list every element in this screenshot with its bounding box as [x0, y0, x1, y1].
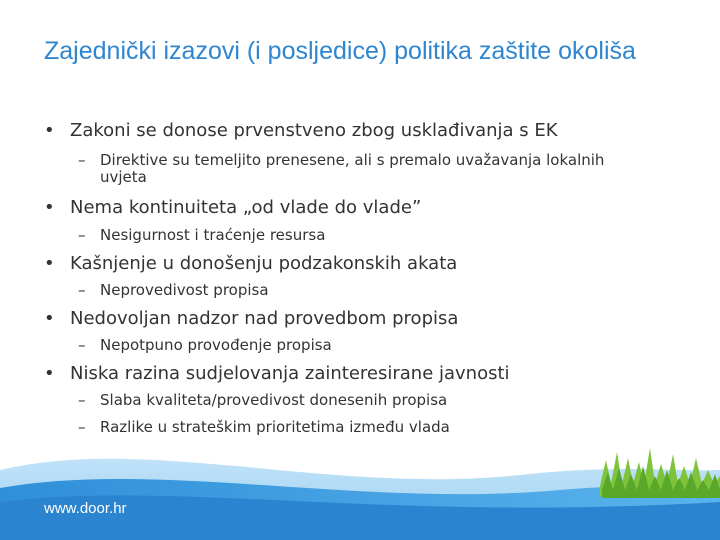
sub-bullet-marker: – [78, 151, 86, 169]
sub-bullet-marker: – [78, 281, 86, 299]
bullet-marker: • [44, 363, 55, 384]
footer-wave [0, 440, 720, 540]
bullet-text: Nema kontinuiteta „od vlade do vlade” [70, 197, 422, 218]
sub-bullet-marker: – [78, 418, 86, 436]
slide-title: Zajednički izazovi (i posljedice) politika zaštite okoliša [44, 37, 636, 65]
sub-bullet-marker: – [78, 391, 86, 409]
sub-bullet-text: Nepotpuno provođenje propisa [100, 336, 332, 354]
sub-bullet-text: Nesigurnost i traćenje resursa [100, 226, 326, 244]
bullet-text: Zakoni se donose prvenstveno zbog usklađivanja s EK [70, 120, 558, 141]
sub-bullet-marker: – [78, 226, 86, 244]
bullet-text: Kašnjenje u donošenju podzakonskih akata [70, 253, 458, 274]
bullet-marker: • [44, 253, 55, 274]
sub-bullet-marker: – [78, 336, 86, 354]
sub-bullet-text: Neprovedivost propisa [100, 281, 269, 299]
bullet-marker: • [44, 197, 55, 218]
bullet-text: Niska razina sudjelovanja zainteresirane javnosti [70, 363, 510, 384]
sub-bullet-text: Direktive su temeljito prenesene, ali s premalo uvažavanja lokalnih uvjeta [100, 151, 605, 186]
sub-bullet-text: Razlike u strateškim prioritetima između vlada [100, 418, 450, 436]
sub-bullet-text: Slaba kvaliteta/provedivost donesenih propisa [100, 391, 448, 409]
bullet-text: Nedovoljan nadzor nad provedbom propisa [70, 308, 459, 329]
bullet-marker: • [44, 120, 55, 141]
bullet-marker: • [44, 308, 55, 329]
footer-url[interactable]: www.door.hr [44, 500, 127, 517]
